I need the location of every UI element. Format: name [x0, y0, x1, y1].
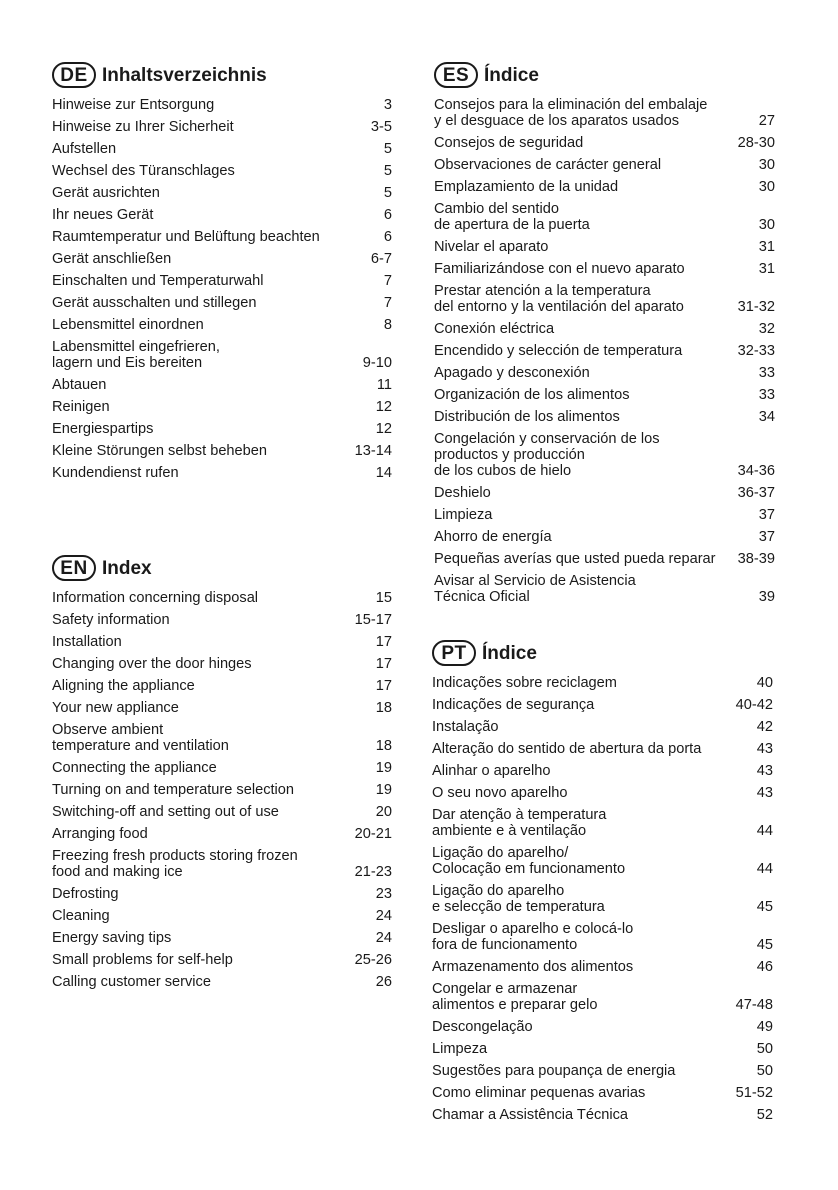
toc-entry-title: Hinweise zur Entsorgung: [52, 97, 215, 113]
toc-entry-title: Connecting the appliance: [52, 760, 217, 776]
toc-entry-title: Prestar atención a la temperatura del entorno y la ventilación del aparato: [434, 283, 684, 315]
toc-entry-page: 15: [375, 590, 392, 606]
toc-entry-page: 6: [383, 229, 392, 245]
toc-entry-title: Ligação do aparelho/ Colocação em funcionamento: [432, 845, 626, 877]
toc-entry: [52, 719, 392, 757]
toc-entry: [432, 956, 773, 978]
toc-entry-title: Desligar o aparelho e colocá-lo fora de funcionamento: [432, 921, 634, 953]
toc-entry: [52, 653, 392, 675]
toc-entry-page: 6-7: [370, 251, 392, 267]
toc-entry-title: Gerät ausrichten: [52, 185, 160, 201]
toc-entry-page: 7: [383, 295, 392, 311]
toc-entry-title: Conexión eléctrica: [434, 321, 555, 337]
toc-entry-page: 19: [375, 782, 392, 798]
toc-entry: [52, 905, 392, 927]
toc-entry-title: Kundendienst rufen: [52, 465, 179, 481]
toc-entry-title: Ahorro de energía: [434, 529, 552, 545]
language-badge: EN: [52, 555, 96, 581]
toc-entry-page: 21-23: [354, 864, 392, 880]
toc-entry-title: Pequeñas averías que usted pueda reparar: [434, 551, 716, 567]
toc-entry-page: 5: [383, 185, 392, 201]
toc-entry-title: Dar atenção à temperatura ambiente e à ventilação: [432, 807, 607, 839]
toc-entry: [432, 1060, 773, 1082]
toc-list: [432, 672, 773, 1126]
section-header: [432, 638, 773, 668]
toc-entry-page: 49: [756, 1019, 773, 1035]
toc-entry-page: 12: [375, 421, 392, 437]
toc-entry-title: Changing over the door hinges: [52, 656, 252, 672]
toc-entry-page: 18: [375, 700, 392, 716]
toc-entry-title: Safety information: [52, 612, 170, 628]
toc-entry-page: 17: [375, 656, 392, 672]
toc-entry-page: 45: [756, 899, 773, 915]
toc-entry: [434, 570, 775, 608]
toc-entry: [52, 270, 392, 292]
section-title: Index: [102, 557, 152, 579]
toc-entry-page: 36-37: [737, 485, 775, 501]
toc-entry-title: Aligning the appliance: [52, 678, 195, 694]
toc-entry-title: Familiarizándose con el nuevo aparato: [434, 261, 685, 277]
toc-entry: [434, 384, 775, 406]
toc-entry-title: Como eliminar pequenas avarias: [432, 1085, 646, 1101]
toc-entry: [432, 978, 773, 1016]
toc-entry: [432, 782, 773, 804]
toc-entry-page: 14: [375, 465, 392, 481]
toc-entry-title: Emplazamiento de la unidad: [434, 179, 619, 195]
toc-entry-page: 9-10: [362, 355, 392, 371]
toc-entry-page: 11: [376, 377, 392, 393]
toc-entry: [434, 236, 775, 258]
toc-entry-title: Lebensmittel einordnen: [52, 317, 204, 333]
toc-entry: [434, 362, 775, 384]
toc-entry-page: 31-32: [737, 299, 775, 315]
toc-entry-title: Your new appliance: [52, 700, 179, 716]
toc-entry: [434, 406, 775, 428]
toc-entry-title: Consejos de seguridad: [434, 135, 584, 151]
toc-entry-title: Organización de los alimentos: [434, 387, 630, 403]
toc-entry: [432, 1082, 773, 1104]
toc-entry-title: Calling customer service: [52, 974, 211, 990]
toc-entry-page: 44: [756, 861, 773, 877]
toc-entry: [434, 258, 775, 280]
toc-entry-page: 50: [756, 1041, 773, 1057]
toc-entry: [52, 801, 392, 823]
toc-entry-title: Armazenamento dos alimentos: [432, 959, 634, 975]
toc-entry-title: Gerät anschließen: [52, 251, 172, 267]
toc-entry-page: 43: [756, 741, 773, 757]
toc-entry-title: Consejos para la eliminación del embalaje y el desguace de los aparatos usados: [434, 97, 708, 129]
toc-entry-page: 47-48: [735, 997, 773, 1013]
toc-entry-page: 8: [383, 317, 392, 333]
toc-entry-page: 44: [756, 823, 773, 839]
toc-entry-title: Instalação: [432, 719, 499, 735]
toc-entry: [52, 374, 392, 396]
toc-entry-page: 40: [756, 675, 773, 691]
toc-entry-page: 34-36: [737, 463, 775, 479]
toc-entry-title: Ihr neues Gerät: [52, 207, 154, 223]
toc-entry: [432, 1016, 773, 1038]
toc-entry-title: Chamar a Assistência Técnica: [432, 1107, 629, 1123]
toc-entry-title: Limpieza: [434, 507, 493, 523]
toc-entry: [52, 336, 392, 374]
toc-entry-page: 42: [756, 719, 773, 735]
toc-entry-title: Congelación y conservación de los productos y producción de los cubos de hielo: [434, 431, 660, 479]
toc-entry-title: Arranging food: [52, 826, 148, 842]
toc-entry-title: Limpeza: [432, 1041, 488, 1057]
toc-section-es: [434, 60, 775, 608]
toc-entry: [434, 154, 775, 176]
toc-entry-page: 37: [758, 529, 775, 545]
toc-entry: [52, 396, 392, 418]
toc-entry-title: Einschalten und Temperaturwahl: [52, 273, 264, 289]
toc-entry-page: 7: [383, 273, 392, 289]
toc-entry: [52, 94, 392, 116]
toc-entry: [432, 1038, 773, 1060]
toc-entry-title: Energiespartips: [52, 421, 154, 437]
toc-entry-page: 30: [758, 217, 775, 233]
toc-entry-page: 5: [383, 163, 392, 179]
toc-entry-title: Ligação do aparelho e selecção de temperatura: [432, 883, 605, 915]
toc-entry: [52, 462, 392, 484]
toc-entry-page: 17: [375, 634, 392, 650]
toc-entry-page: 23: [375, 886, 392, 902]
toc-entry: [432, 672, 773, 694]
toc-entry: [52, 823, 392, 845]
toc-entry-page: 12: [375, 399, 392, 415]
toc-entry-title: Avisar al Servicio de Asistencia Técnica Oficial: [434, 573, 636, 605]
toc-entry: [52, 697, 392, 719]
toc-entry-page: 34: [758, 409, 775, 425]
toc-entry-page: 50: [756, 1063, 773, 1079]
toc-entry-title: Indicações sobre reciclagem: [432, 675, 617, 691]
toc-entry: [434, 94, 775, 132]
toc-entry-page: 31: [758, 239, 775, 255]
toc-entry: [432, 716, 773, 738]
toc-entry: [434, 504, 775, 526]
toc-entry-title: Installation: [52, 634, 122, 650]
toc-entry-title: Aufstellen: [52, 141, 117, 157]
toc-entry: [434, 482, 775, 504]
toc-entry-page: 32: [758, 321, 775, 337]
toc-entry: [434, 526, 775, 548]
toc-entry-page: 37: [758, 507, 775, 523]
toc-entry-page: 52: [756, 1107, 773, 1123]
toc-entry-page: 24: [375, 908, 392, 924]
toc-entry-title: Deshielo: [434, 485, 491, 501]
toc-entry-title: Descongelação: [432, 1019, 533, 1035]
toc-entry-title: Kleine Störungen selbst beheben: [52, 443, 268, 459]
section-header: [52, 60, 392, 90]
toc-entry: [432, 804, 773, 842]
toc-entry-title: Raumtemperatur und Belüftung beachten: [52, 229, 320, 245]
toc-entry: [52, 204, 392, 226]
toc-entry: [434, 280, 775, 318]
toc-entry: [52, 675, 392, 697]
toc-entry: [52, 182, 392, 204]
toc-entry: [434, 176, 775, 198]
toc-entry-page: 33: [758, 387, 775, 403]
section-title: Índice: [484, 64, 539, 86]
toc-entry-page: 27: [758, 113, 775, 129]
toc-entry-page: 45: [756, 937, 773, 953]
toc-entry-title: O seu novo aparelho: [432, 785, 568, 801]
toc-entry-page: 40-42: [735, 697, 773, 713]
toc-entry-title: Congelar e armazenar alimentos e preparar gelo: [432, 981, 598, 1013]
toc-entry-title: Switching-off and setting out of use: [52, 804, 279, 820]
toc-entry: [52, 226, 392, 248]
toc-entry-page: 20: [375, 804, 392, 820]
toc-entry-page: 5: [383, 141, 392, 157]
toc-entry: [432, 738, 773, 760]
toc-entry-page: 46: [756, 959, 773, 975]
toc-entry-page: 30: [758, 179, 775, 195]
toc-entry: [52, 609, 392, 631]
toc-section-pt: [432, 638, 773, 1126]
toc-entry-title: Freezing fresh products storing frozen food and making ice: [52, 848, 298, 880]
toc-entry-page: 24: [375, 930, 392, 946]
toc-entry-title: Defrosting: [52, 886, 119, 902]
toc-entry: [52, 248, 392, 270]
toc-entry: [52, 845, 392, 883]
toc-entry-title: Distribución de los alimentos: [434, 409, 620, 425]
toc-entry-page: 31: [758, 261, 775, 277]
toc-entry-title: Gerät ausschalten und stillegen: [52, 295, 257, 311]
toc-entry-title: Energy saving tips: [52, 930, 172, 946]
toc-entry-title: Indicações de segurança: [432, 697, 595, 713]
toc-entry-title: Turning on and temperature selection: [52, 782, 295, 798]
toc-entry-page: 25-26: [354, 952, 392, 968]
section-title: Inhaltsverzeichnis: [102, 64, 267, 86]
section-title: Índice: [482, 642, 537, 664]
toc-entry-title: Observe ambient temperature and ventilation: [52, 722, 229, 754]
toc-entry-page: 20-21: [354, 826, 392, 842]
toc-entry-title: Alinhar o aparelho: [432, 763, 551, 779]
section-header: [434, 60, 775, 90]
toc-entry-page: 43: [756, 785, 773, 801]
toc-section-de: [52, 60, 392, 484]
toc-entry: [432, 760, 773, 782]
toc-section-en: [52, 553, 392, 993]
toc-entry-page: 30: [758, 157, 775, 173]
toc-entry-title: Small problems for self-help: [52, 952, 233, 968]
toc-entry-page: 15-17: [354, 612, 392, 628]
toc-entry: [432, 918, 773, 956]
toc-entry-page: 43: [756, 763, 773, 779]
language-badge: DE: [52, 62, 96, 88]
toc-entry-title: Abtauen: [52, 377, 107, 393]
toc-entry: [434, 132, 775, 154]
toc-entry: [52, 631, 392, 653]
toc-entry-title: Observaciones de carácter general: [434, 157, 662, 173]
toc-list: [52, 587, 392, 993]
toc-entry-page: 6: [383, 207, 392, 223]
language-badge: ES: [434, 62, 478, 88]
toc-entry: [434, 548, 775, 570]
toc-entry-title: Cleaning: [52, 908, 110, 924]
section-header: [52, 553, 392, 583]
toc-entry-page: 18: [375, 738, 392, 754]
language-badge: PT: [432, 640, 476, 666]
toc-entry: [52, 160, 392, 182]
toc-entry: [52, 757, 392, 779]
toc-entry: [52, 971, 392, 993]
toc-entry: [52, 779, 392, 801]
toc-entry: [432, 1104, 773, 1126]
toc-entry-page: 17: [375, 678, 392, 694]
toc-entry: [52, 292, 392, 314]
toc-entry-page: 33: [758, 365, 775, 381]
toc-entry-page: 51-52: [735, 1085, 773, 1101]
toc-entry: [52, 883, 392, 905]
toc-entry-title: Information concerning disposal: [52, 590, 259, 606]
toc-list: [434, 94, 775, 608]
toc-entry: [52, 138, 392, 160]
toc-entry-title: Hinweise zu Ihrer Sicherheit: [52, 119, 234, 135]
toc-entry: [434, 198, 775, 236]
toc-entry-title: Nivelar el aparato: [434, 239, 549, 255]
toc-entry-title: Reinigen: [52, 399, 110, 415]
toc-entry-title: Alteração do sentido de abertura da porta: [432, 741, 702, 757]
toc-entry-page: 28-30: [737, 135, 775, 151]
toc-entry-title: Apagado y desconexión: [434, 365, 590, 381]
toc-entry: [52, 116, 392, 138]
toc-entry-page: 3-5: [370, 119, 392, 135]
toc-entry-page: 3: [383, 97, 392, 113]
toc-entry-title: Cambio del sentido de apertura de la puerta: [434, 201, 590, 233]
toc-entry-page: 19: [375, 760, 392, 776]
toc-entry: [434, 318, 775, 340]
toc-entry: [52, 927, 392, 949]
toc-entry: [432, 842, 773, 880]
toc-list: [52, 94, 392, 484]
toc-entry-page: 26: [375, 974, 392, 990]
toc-entry-page: 13-14: [354, 443, 392, 459]
toc-entry: [52, 440, 392, 462]
toc-entry-title: Labensmittel eingefrieren, lagern und Eis bereiten: [52, 339, 220, 371]
toc-entry: [52, 949, 392, 971]
toc-entry-title: Encendido y selección de temperatura: [434, 343, 683, 359]
toc-entry: [52, 314, 392, 336]
toc-entry: [434, 340, 775, 362]
toc-entry-title: Sugestões para poupança de energia: [432, 1063, 676, 1079]
toc-entry-page: 32-33: [737, 343, 775, 359]
toc-entry: [52, 587, 392, 609]
toc-entry: [52, 418, 392, 440]
toc-entry-page: 38-39: [737, 551, 775, 567]
toc-entry: [432, 694, 773, 716]
toc-entry-page: 39: [758, 589, 775, 605]
toc-entry: [432, 880, 773, 918]
toc-entry-title: Wechsel des Türanschlages: [52, 163, 235, 179]
toc-entry: [434, 428, 775, 482]
